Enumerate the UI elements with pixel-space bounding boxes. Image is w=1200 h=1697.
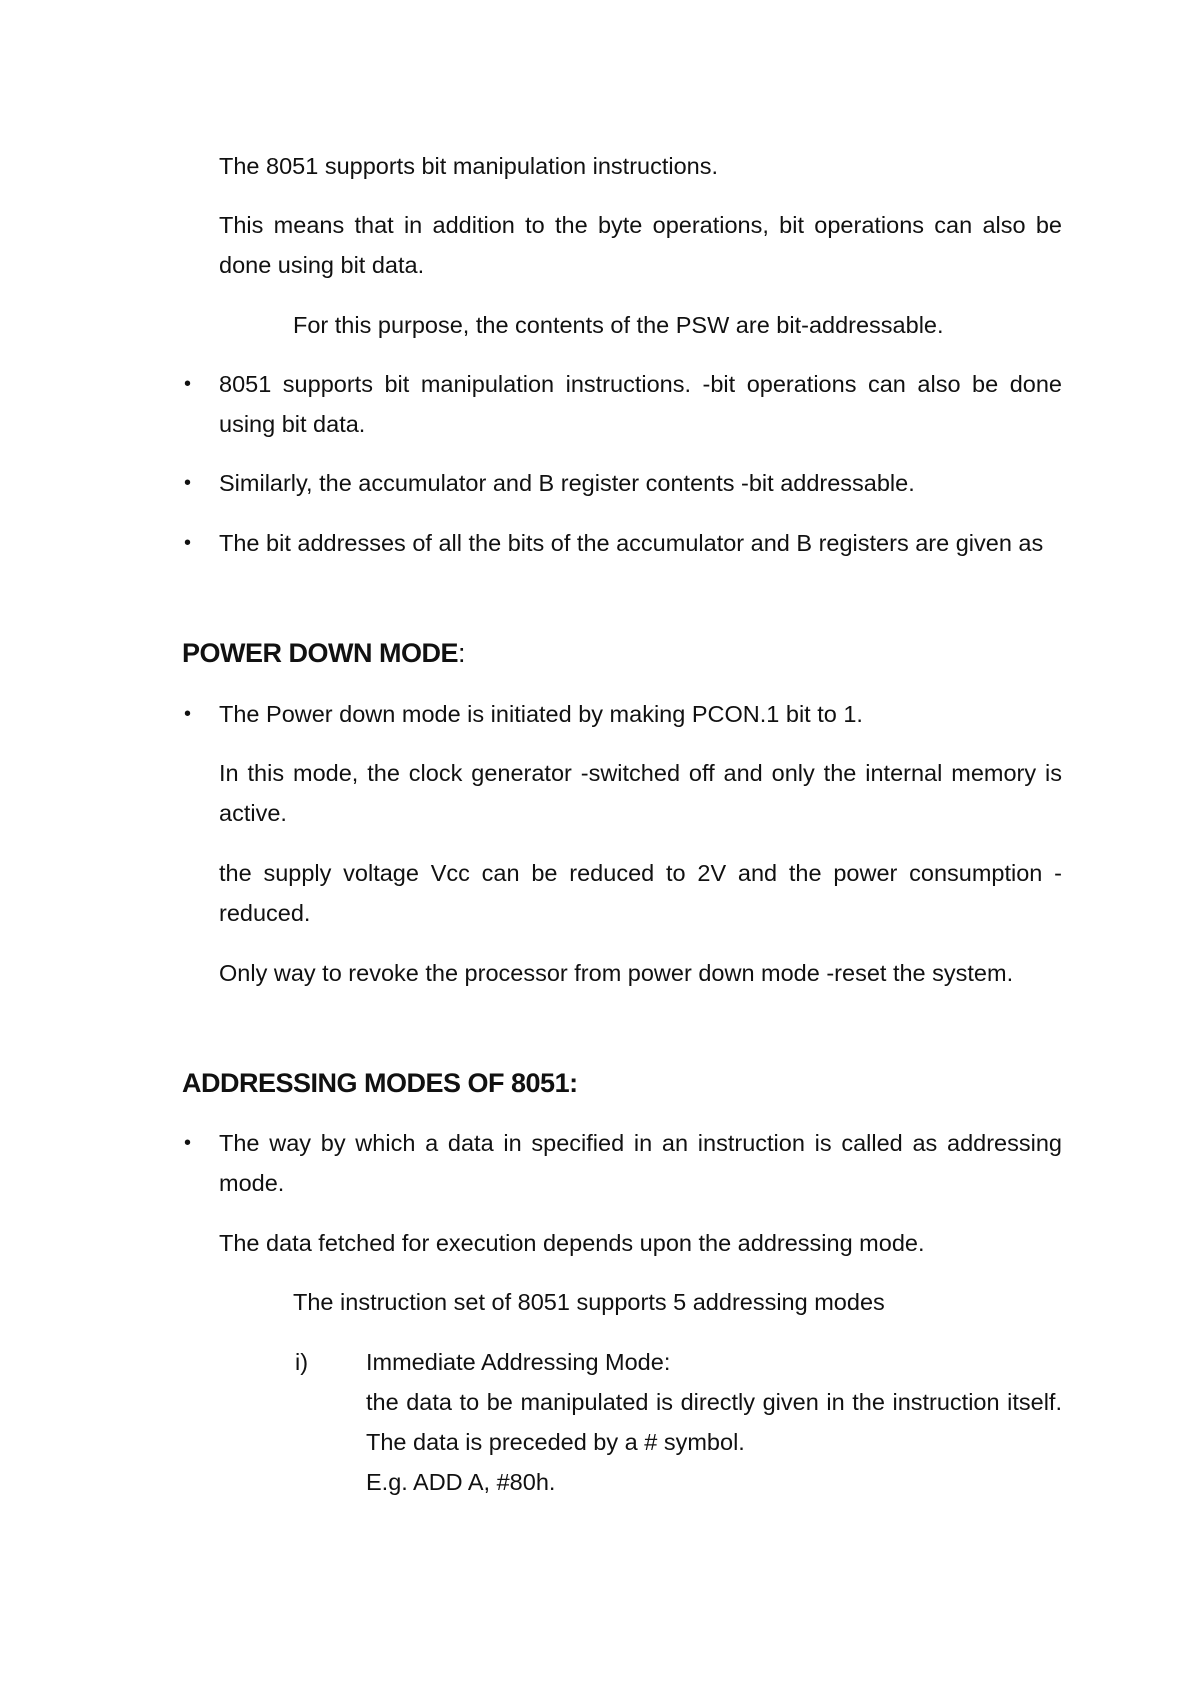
list-item-title: Immediate Addressing Mode:	[366, 1349, 671, 1375]
power-down-paragraph: In this mode, the clock generator -switched off and only the internal memory is active.	[219, 760, 1062, 826]
heading-text: POWER DOWN MODE	[182, 638, 458, 668]
section-heading-power-down	[182, 633, 465, 673]
bullet-text: The bit addresses of all the bits of the accumulator and B registers are given as	[219, 530, 1044, 556]
bullet-symbol: •	[184, 532, 192, 554]
bullet-symbol: •	[184, 472, 192, 494]
bullet-text: The way by which a data in specified in an instruction is called as addressing mode.	[219, 1130, 1062, 1196]
list-item-example: E.g. ADD A, #80h.	[366, 1469, 556, 1495]
bullet-symbol: •	[184, 373, 192, 395]
addressing-paragraph: The instruction set of 8051 supports 5 addressing modes	[293, 1289, 885, 1315]
list-number: i)	[295, 1349, 309, 1375]
intro-psw-paragraph: For this purpose, the contents of the PSW are bit-addressable.	[293, 312, 944, 338]
bullet-text: The Power down mode is initiated by making PCON.1 bit to 1.	[219, 701, 863, 727]
bullet-text: 8051 supports bit manipulation instructions. -bit operations can also be done using bit data.	[219, 371, 1062, 437]
intro-line: The 8051 supports bit manipulation instructions.	[219, 153, 719, 179]
bullet-text: Similarly, the accumulator and B register contents -bit addressable.	[219, 470, 915, 496]
power-down-paragraph: Only way to revoke the processor from power down mode -reset the system.	[219, 960, 1014, 986]
heading-colon: :	[458, 638, 466, 668]
section-heading-addressing: ADDRESSING MODES OF 8051:	[182, 1068, 578, 1098]
intro-paragraph: This means that in addition to the byte operations, bit operations can also be done using bit data.	[219, 212, 1062, 278]
list-item-description: the data to be manipulated is directly given in the instruction itself. The data is preceded by a # symbol.	[366, 1389, 1062, 1455]
addressing-paragraph: The data fetched for execution depends upon the addressing mode.	[219, 1230, 925, 1256]
power-down-paragraph: the supply voltage Vcc can be reduced to 2V and the power consumption -reduced.	[219, 860, 1062, 926]
bullet-symbol: •	[184, 1132, 192, 1154]
bullet-symbol: •	[184, 703, 192, 725]
